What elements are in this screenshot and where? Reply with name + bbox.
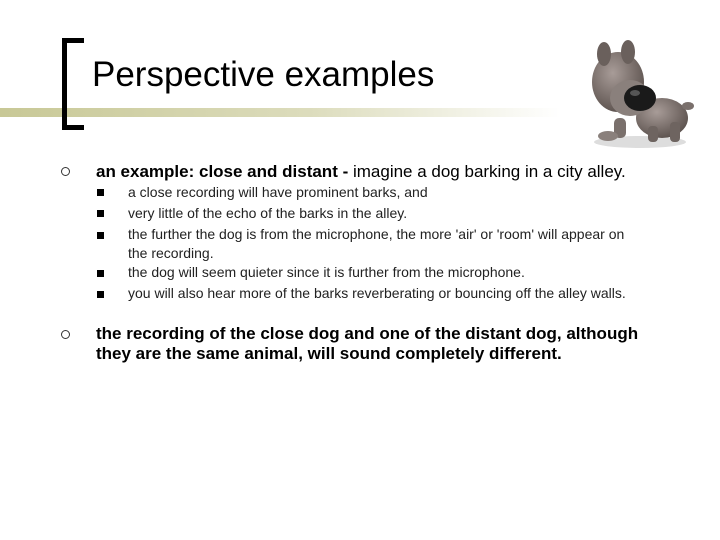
bullet-square [97, 232, 104, 239]
bullet-lead-text: an example: close and distant - [96, 162, 353, 181]
cartoon-dog-icon [578, 38, 702, 150]
bullet-square [97, 291, 104, 298]
title-bracket [62, 38, 84, 130]
sub-bullet: a close recording will have prominent barks, and [128, 184, 428, 200]
bullet-conclusion: the recording of the close dog and one of the distant dog, although they are the same animal, will sound completely different. [96, 324, 639, 363]
bullet-square [97, 270, 104, 277]
bullet-hollow-circle [61, 167, 70, 176]
bullet-hollow-circle [61, 330, 70, 339]
title-underline-bar [0, 108, 560, 117]
sub-bullet: the further the dog is from the microphone, the more 'air' or 'room' will appear on the recording. [128, 226, 625, 261]
bullet-example-heading [96, 162, 626, 182]
sub-bullet: very little of the echo of the barks in the alley. [128, 205, 408, 221]
page-title: Perspective examples [92, 55, 435, 94]
sub-bullet: you will also hear more of the barks reverberating or bouncing off the alley walls. [128, 285, 626, 301]
bullet-square [97, 210, 104, 217]
sub-bullet: the dog will seem quieter since it is further from the microphone. [128, 264, 525, 280]
bullet-square [97, 189, 104, 196]
bullet-main-text: imagine a dog barking in a city alley. [352, 162, 626, 181]
